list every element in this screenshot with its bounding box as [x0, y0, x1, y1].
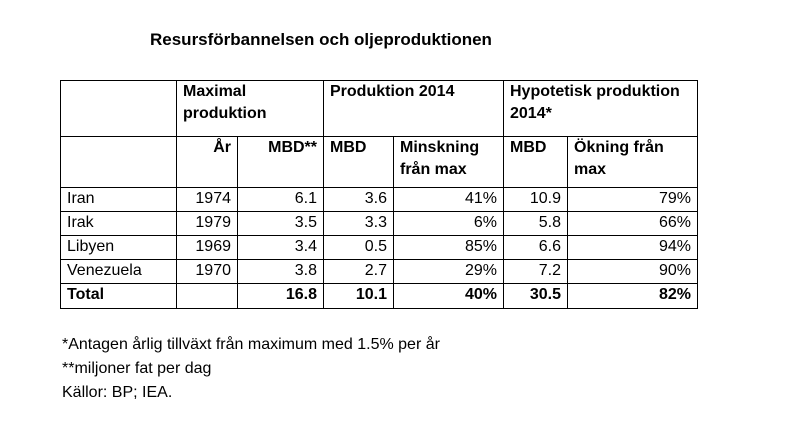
total-mbd-2014: 10.1	[324, 284, 394, 309]
decline-cell: 41%	[394, 188, 504, 212]
increase-cell: 79%	[568, 188, 698, 212]
total-hypo-mbd: 30.5	[504, 284, 568, 309]
page-title: Resursförbannelsen och oljeproduktionen	[150, 30, 492, 49]
year-cell: 1970	[177, 260, 238, 284]
empty-corner-cell	[61, 137, 177, 188]
country-cell: Iran	[61, 188, 177, 212]
year-cell: 1974	[177, 188, 238, 212]
group-header-max: Maximal produktion	[177, 81, 324, 137]
table-row	[61, 260, 698, 284]
total-decline: 40%	[394, 284, 504, 309]
mbd-2014-cell: 3.6	[324, 188, 394, 212]
subheader-mbd-hypo: MBD	[504, 137, 568, 188]
max-mbd-cell: 3.4	[238, 236, 324, 260]
mbd-2014-cell: 0.5	[324, 236, 394, 260]
footnotes	[62, 333, 440, 405]
subheader-year: År	[177, 137, 238, 188]
mbd-2014-cell: 2.7	[324, 260, 394, 284]
increase-cell: 90%	[568, 260, 698, 284]
max-mbd-cell: 3.8	[238, 260, 324, 284]
table-row	[61, 236, 698, 260]
year-cell: 1979	[177, 212, 238, 236]
country-cell: Venezuela	[61, 260, 177, 284]
table-row	[61, 212, 698, 236]
max-mbd-cell: 3.5	[238, 212, 324, 236]
max-mbd-cell: 6.1	[238, 188, 324, 212]
decline-cell: 6%	[394, 212, 504, 236]
subheader-decline: Minskning från max	[394, 137, 504, 188]
year-cell: 1969	[177, 236, 238, 260]
group-header-hypo: Hypotetisk produktion 2014*	[504, 81, 698, 137]
hypo-mbd-cell: 6.6	[504, 236, 568, 260]
mbd-2014-cell: 3.3	[324, 212, 394, 236]
total-label: Total	[61, 284, 177, 309]
hypo-mbd-cell: 10.9	[504, 188, 568, 212]
footnote-sources: Källor: BP; IEA.	[62, 384, 173, 401]
decline-cell: 85%	[394, 236, 504, 260]
country-cell: Irak	[61, 212, 177, 236]
table-row	[61, 188, 698, 212]
total-increase: 82%	[568, 284, 698, 309]
subheader-mbd-max: MBD**	[238, 137, 324, 188]
increase-cell: 94%	[568, 236, 698, 260]
sub-header-row	[61, 137, 698, 188]
increase-cell: 66%	[568, 212, 698, 236]
footnote-growth: *Antagen årlig tillväxt från maximum med 1.5% per år	[62, 336, 440, 353]
total-year-cell	[177, 284, 238, 309]
hypo-mbd-cell: 7.2	[504, 260, 568, 284]
oil-production-table	[60, 80, 698, 309]
group-header-row	[61, 81, 698, 137]
decline-cell: 29%	[394, 260, 504, 284]
subheader-mbd-2014: MBD	[324, 137, 394, 188]
country-cell: Libyen	[61, 236, 177, 260]
subheader-increase: Ökning från max	[568, 137, 698, 188]
group-header-prod2014: Produktion 2014	[324, 81, 504, 137]
total-max-mbd: 16.8	[238, 284, 324, 309]
empty-corner-cell	[61, 81, 177, 137]
hypo-mbd-cell: 5.8	[504, 212, 568, 236]
total-row	[61, 284, 698, 309]
footnote-units: **miljoner fat per dag	[62, 360, 212, 377]
